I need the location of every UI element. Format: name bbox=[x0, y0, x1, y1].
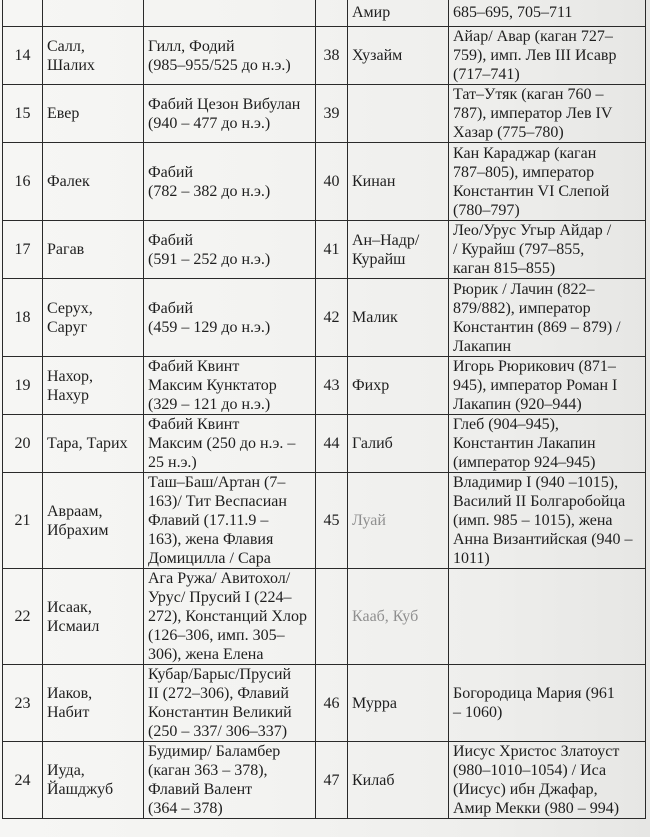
historical-figure-left: Фабий Квинт Максим Кунктатор (329 – 121 до н.э.) bbox=[144, 357, 316, 415]
arabic-name: Кинан bbox=[348, 143, 449, 221]
historical-figure-left: Гилл, Фодий (985–955/525 до н.э.) bbox=[144, 27, 316, 85]
historical-figure-left: Фабий Квинт Максим (250 до н.э. – 25 н.э.) bbox=[144, 415, 316, 473]
row-number-right: 47 bbox=[316, 742, 348, 819]
row-number-right bbox=[316, 0, 348, 27]
row-number-left: 22 bbox=[3, 569, 43, 665]
row-number-left: 18 bbox=[3, 279, 43, 357]
arabic-name: Ан–Надр/ Курайш bbox=[348, 221, 449, 279]
historical-figure-right: Кан Караджар (каган 787–805), император Константин VI Слепой (780–797) bbox=[449, 143, 646, 221]
row-number-right: 44 bbox=[316, 415, 348, 473]
row-number-right: 42 bbox=[316, 279, 348, 357]
historical-figure-right: Игорь Рюрикович (871– 945), император Роман I Лакапин (920–944) bbox=[449, 357, 646, 415]
row-number-left: 24 bbox=[3, 742, 43, 819]
biblical-name bbox=[43, 0, 144, 27]
row-number-left: 19 bbox=[3, 357, 43, 415]
historical-figure-right: 685–695, 705–711 bbox=[449, 0, 646, 27]
row-number-left: 16 bbox=[3, 143, 43, 221]
historical-figure-left: Фабий (591 – 252 до н.э.) bbox=[144, 221, 316, 279]
arabic-name: Галиб bbox=[348, 415, 449, 473]
row-number-right: 39 bbox=[316, 85, 348, 143]
biblical-name: Иаков, Набит bbox=[43, 665, 144, 742]
row-number-right bbox=[316, 569, 348, 665]
row-number-left: 14 bbox=[3, 27, 43, 85]
arabic-name: Мурра bbox=[348, 665, 449, 742]
table-row bbox=[3, 143, 646, 221]
table-row bbox=[3, 221, 646, 279]
table-row bbox=[3, 357, 646, 415]
row-number-right: 43 bbox=[316, 357, 348, 415]
arabic-name: Килаб bbox=[348, 742, 449, 819]
historical-figure-left: Таш–Баш/Артан (7– 163)/ Тит Веспасиан Флавий (17.11.9 – 163), жена Флавия Домицилла / Сара bbox=[144, 473, 316, 569]
biblical-name: Нахор, Нахур bbox=[43, 357, 144, 415]
row-number-left: 17 bbox=[3, 221, 43, 279]
historical-figure-right: Владимир I (940 –1015), Василий II Болгаробойца (имп. 985 – 1015), жена Анна Византийская (940 – 1011) bbox=[449, 473, 646, 569]
biblical-name: Иуда, Йашджуб bbox=[43, 742, 144, 819]
row-number-left: 23 bbox=[3, 665, 43, 742]
historical-figure-left: Фабий (782 – 382 до н.э.) bbox=[144, 143, 316, 221]
historical-figure-right: Иисус Христос Златоуст (980–1010–1054) / Иса (Иисус) ибн Джафар, Амир Мекки (980 – 994) bbox=[449, 742, 646, 819]
arabic-name bbox=[348, 85, 449, 143]
historical-figure-right: Тат–Утяк (каган 760 – 787), император Лев IV Хазар (775–780) bbox=[449, 85, 646, 143]
table-row bbox=[3, 279, 646, 357]
table-row bbox=[3, 85, 646, 143]
historical-figure-right: Богородица Мария (961 – 1060) bbox=[449, 665, 646, 742]
historical-figure-right: Глеб (904–945), Константин Лакапин (император 924–945) bbox=[449, 415, 646, 473]
table-row bbox=[3, 27, 646, 85]
row-number-left: 21 bbox=[3, 473, 43, 569]
historical-figure-left bbox=[144, 0, 316, 27]
row-number-right: 46 bbox=[316, 665, 348, 742]
biblical-name: Исаак, Исмаил bbox=[43, 569, 144, 665]
table-row bbox=[3, 473, 646, 569]
row-number-right: 41 bbox=[316, 221, 348, 279]
table-row bbox=[3, 665, 646, 742]
arabic-name: Кааб, Куб bbox=[348, 569, 449, 665]
arabic-name: Амир bbox=[348, 0, 449, 27]
arabic-name: Фихр bbox=[348, 357, 449, 415]
arabic-name: Малик bbox=[348, 279, 449, 357]
row-number-right: 40 bbox=[316, 143, 348, 221]
biblical-name: Фалек bbox=[43, 143, 144, 221]
row-number-right: 38 bbox=[316, 27, 348, 85]
table-row bbox=[3, 0, 646, 27]
historical-figure-left: Ага Ружа/ Авитохол/ Урус/ Прусий I (224– 272), Констанций Хлор (126–306, имп. 305– 306), жена Елена bbox=[144, 569, 316, 665]
arabic-name: Луай bbox=[348, 473, 449, 569]
table-body bbox=[3, 0, 646, 819]
biblical-name: Рагав bbox=[43, 221, 144, 279]
historical-figure-right: Рюрик / Лачин (822– 879/882), император Константин (869 – 879) / Лакапин bbox=[449, 279, 646, 357]
row-number-left bbox=[3, 0, 43, 27]
biblical-name: Тара, Тарих bbox=[43, 415, 144, 473]
historical-figure-left: Фабий (459 – 129 до н.э.) bbox=[144, 279, 316, 357]
table-row bbox=[3, 415, 646, 473]
historical-figure-left: Кубар/Барыс/Прусий II (272–306), Флавий Константин Великий (250 – 337/ 306–337) bbox=[144, 665, 316, 742]
genealogy-table bbox=[2, 0, 646, 819]
historical-figure-right bbox=[449, 569, 646, 665]
biblical-name: Серух, Саруг bbox=[43, 279, 144, 357]
table-row bbox=[3, 742, 646, 819]
biblical-name: Авраам, Ибрахим bbox=[43, 473, 144, 569]
historical-figure-left: Фабий Цезон Вибулан (940 – 477 до н.э.) bbox=[144, 85, 316, 143]
historical-figure-left: Будимир/ Баламбер (каган 363 – 378), Флавий Валент (364 – 378) bbox=[144, 742, 316, 819]
historical-figure-right: Айар/ Авар (каган 727– 759), имп. Лев III Исавр (717–741) bbox=[449, 27, 646, 85]
arabic-name: Хузайм bbox=[348, 27, 449, 85]
row-number-right: 45 bbox=[316, 473, 348, 569]
row-number-left: 20 bbox=[3, 415, 43, 473]
biblical-name: Салл, Шалих bbox=[43, 27, 144, 85]
biblical-name: Евер bbox=[43, 85, 144, 143]
historical-figure-right: Лео/Урус Угыр Айдар / / Курайш (797–855, каган 815–855) bbox=[449, 221, 646, 279]
row-number-left: 15 bbox=[3, 85, 43, 143]
table-row bbox=[3, 569, 646, 665]
